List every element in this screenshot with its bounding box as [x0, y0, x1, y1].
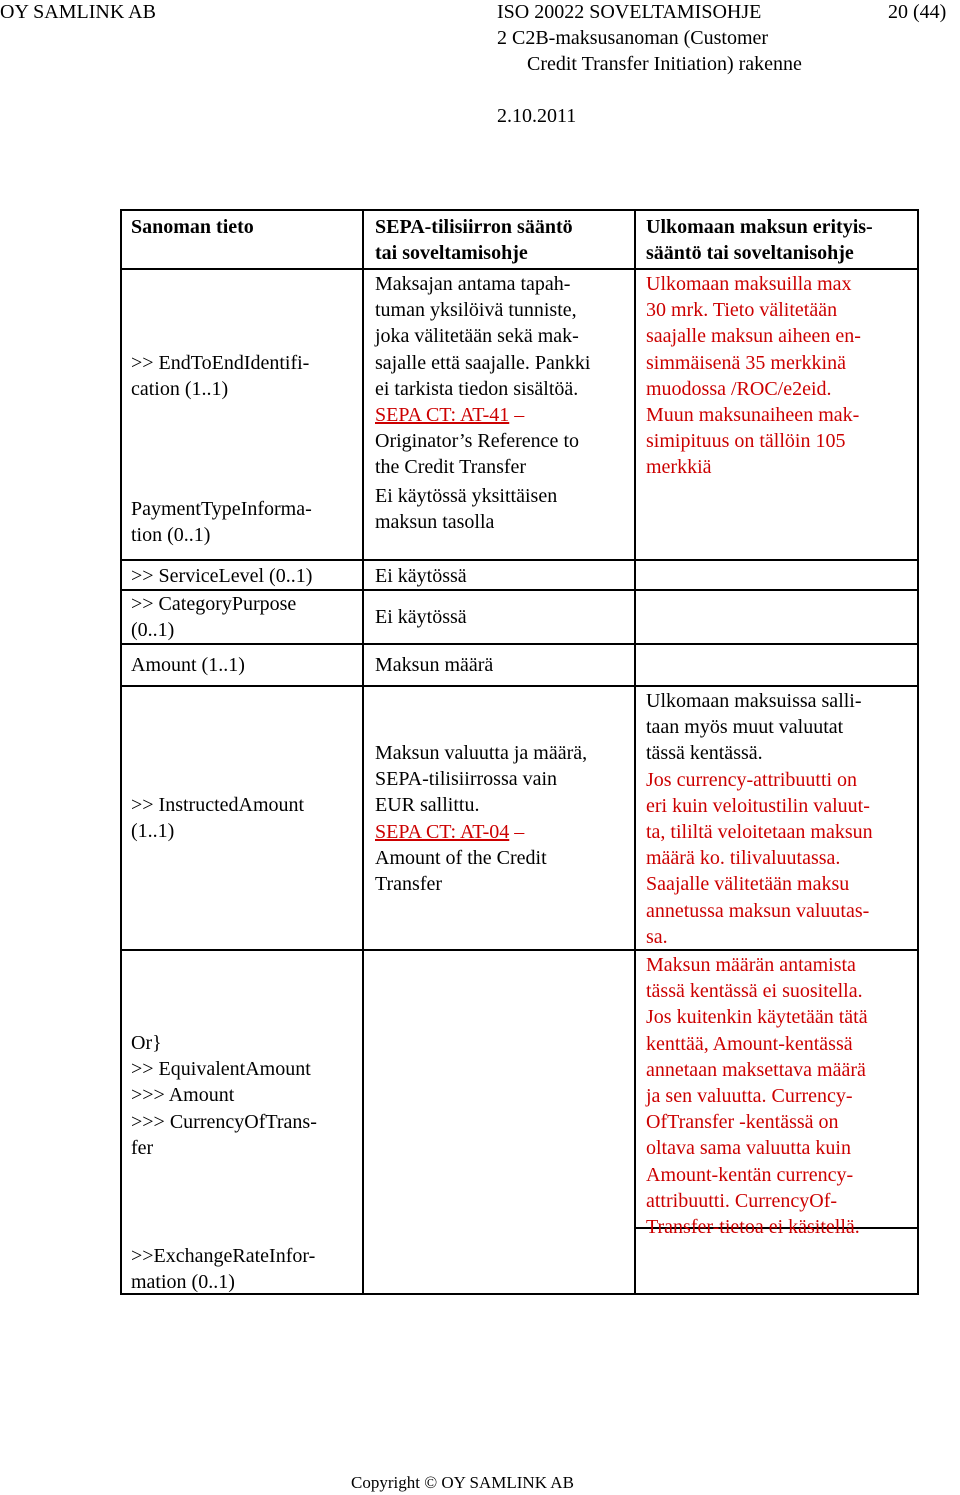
company-name: OY SAMLINK AB: [0, 1, 156, 23]
sepa-rule-instructedamount: Maksun valuutta ja määrä, SEPA-tilisiirrossa vain EUR sallittu. SEPA CT: AT-04 – Amount of the Credit Transfer: [375, 742, 588, 896]
sepa-rule-endtoendidentification: Maksajan antama tapah- tuman yksilöivä tunniste, joka välitetään sekä mak- sajalle että saajalle. Pankki ei tarkista tiedon sisältöä. SEPA CT: AT-41 – Originator’s Reference to the Credit Transfer: [375, 273, 591, 479]
col-header-foreign: Ulkomaan maksun erityis- sääntö tai soveltanisohje: [646, 216, 873, 264]
column-divider-2: [634, 211, 636, 1293]
column-divider-1: [362, 211, 364, 1293]
sepa-rule-categorypurpose: Ei käytössä: [375, 606, 467, 628]
page-number: 20 (44): [888, 1, 947, 23]
foreign-rule-instructedamount: Ulkomaan maksuissa salli- taan myös muut valuutat tässä kentässä. Jos currency-attribuutti on eri kuin veloitustilin valuut- ta, tililtä veloitetaan maksun määrä ko. tilivaluutassa. Saajalle välitetään maksu annetussa maksun valuutas- sa.: [646, 690, 873, 948]
document-title: ISO 20022 SOVELTAMISOHJE: [497, 1, 762, 23]
sepa-rule-servicelevel: Ei käytössä: [375, 565, 467, 587]
row-divider-amount: [122, 685, 917, 687]
field-equivalentamount: Or} >> EquivalentAmount >>> Amount >>> CurrencyOfTrans- fer: [131, 1032, 317, 1159]
footer-copyright: Copyright © OY SAMLINK AB: [351, 1473, 574, 1492]
foreign-rule-equivalentamount: Maksun määrän antamista tässä kentässä ei suositella. Jos kuitenkin käytetään tätä kenttää, Amount-kentässä annetaan maksettava määrä ja sen valuutta. Currency- OfTransfer -kentässä on oltava sama valuutta kuin Amount-kentän currency- attribuutti. CurrencyOf- Transfer-tietoa ei käsitellä.: [646, 954, 868, 1239]
field-paymenttypeinformation: PaymentTypeInforma- tion (0..1): [131, 498, 312, 547]
field-categorypurpose: >> CategoryPurpose (0..1): [131, 593, 297, 642]
sepa-ref-at04: SEPA CT: AT-04: [375, 820, 510, 843]
field-instructedamount: >> InstructedAmount (1..1): [131, 794, 305, 843]
row-divider-paymenttype: [122, 559, 917, 561]
row-divider-header: [122, 268, 917, 270]
sepa-ref-at41: SEPA CT: AT-41: [375, 404, 510, 427]
field-endtoendidentification: >> EndToEndIdentifi- cation (1..1): [131, 352, 310, 401]
section-title-line-2: Credit Transfer Initiation) rakenne: [527, 53, 802, 75]
field-servicelevel: >> ServiceLevel (0..1): [131, 565, 313, 587]
section-title-line-1: 2 C2B-maksusanoman (Customer: [497, 27, 769, 49]
sepa-rule-paymenttypeinformation: Ei käytössä yksittäisen maksun tasolla: [375, 485, 558, 534]
col-header-field: Sanoman tieto: [131, 216, 254, 238]
foreign-rule-endtoendidentification: Ulkomaan maksuilla max 30 mrk. Tieto välitetään saajalle maksun aiheen en- simmäisenä 35 merkkinä muodossa /ROC/e2eid. Muun maksunaiheen mak- simipituus on tällöin 105 merkkiä: [646, 273, 861, 479]
sepa-rule-amount: Maksun määrä: [375, 654, 494, 676]
col-header-sepa: SEPA-tilisiirron sääntö tai soveltamisohje: [375, 216, 573, 264]
field-exchangerateinformation: >>ExchangeRateInfor- mation (0..1): [131, 1245, 316, 1294]
document-date: 2.10.2011: [497, 105, 577, 127]
field-amount: Amount (1..1): [131, 654, 245, 676]
